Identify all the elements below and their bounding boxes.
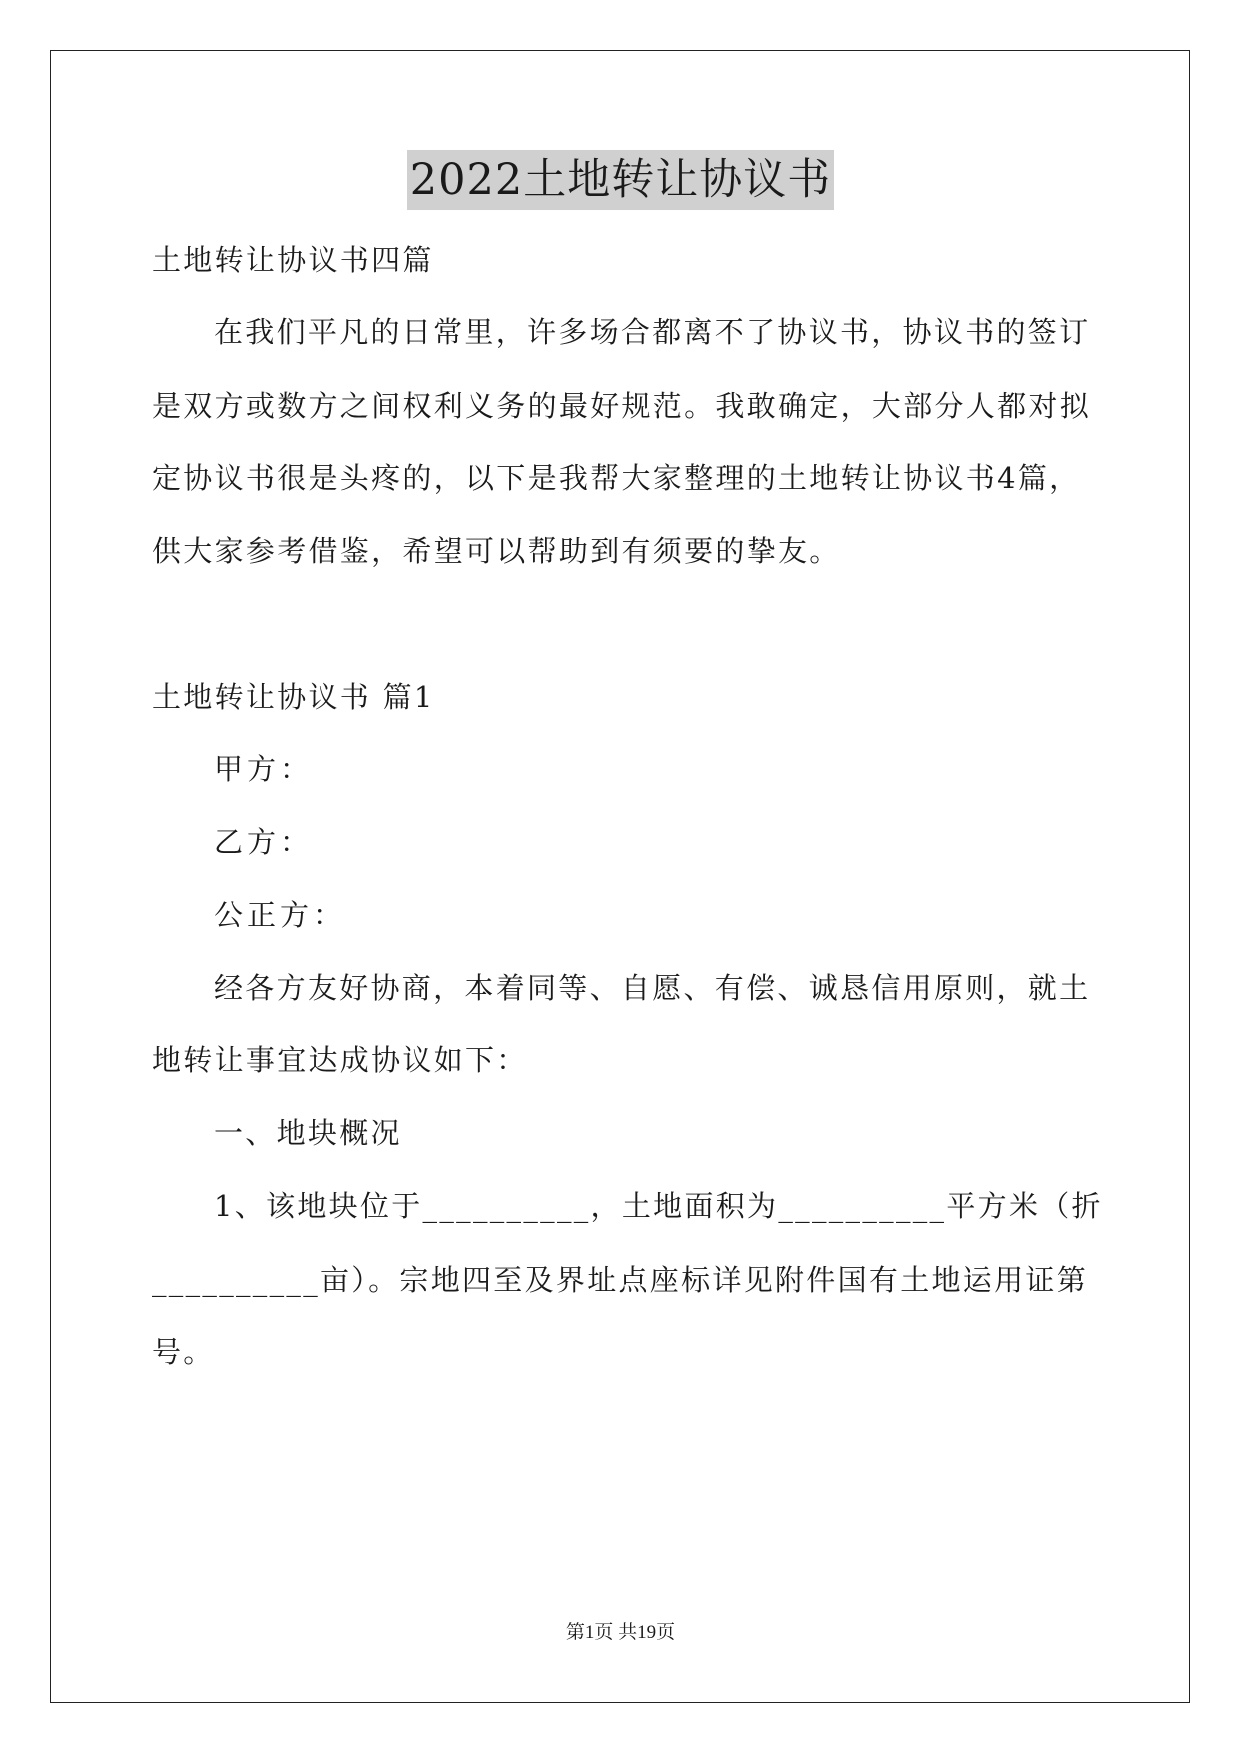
agreement-line: 经各方友好协商，本着同等、自愿、有偿、诚恳信用原则，就土 [214,971,1091,1005]
title-container [0,150,1241,210]
agreement-line: 地转让事宜达成协议如下： [152,1043,528,1077]
notary-label: 公正方： [214,898,347,932]
intro-line: 在我们平凡的日常里，许多场合都离不了协议书，协议书的签订 [214,315,1091,349]
document-subtitle: 土地转让协议书四篇 [152,243,434,277]
document-title: 2022土地转让协议书 [407,150,834,210]
page-border [50,50,1190,1703]
intro-line: 供大家参考借鉴，希望可以帮助到有须要的挚友。 [152,534,841,568]
intro-line: 定协议书很是头疼的，以下是我帮大家整理的土地转让协议书4篇， [152,461,1081,495]
clause-heading: 一、地块概况 [214,1116,402,1150]
party-a-label: 甲方： [214,752,314,786]
page-footer: 第1页 共19页 [565,1622,676,1643]
party-b-label: 乙方： [214,825,314,859]
section-heading: 土地转让协议书 篇1 [152,680,435,714]
clause-line: 号。 [152,1335,215,1369]
intro-line: 是双方或数方之间权利义务的最好规范。我敢确定，大部分人都对拟 [152,389,1092,423]
clause-line: 1、该地块位于__________，土地面积为__________平方米（折 [214,1189,1103,1223]
clause-line: __________亩）。宗地四至及界址点座标详见附件国有土地运用证第 [152,1263,1089,1297]
